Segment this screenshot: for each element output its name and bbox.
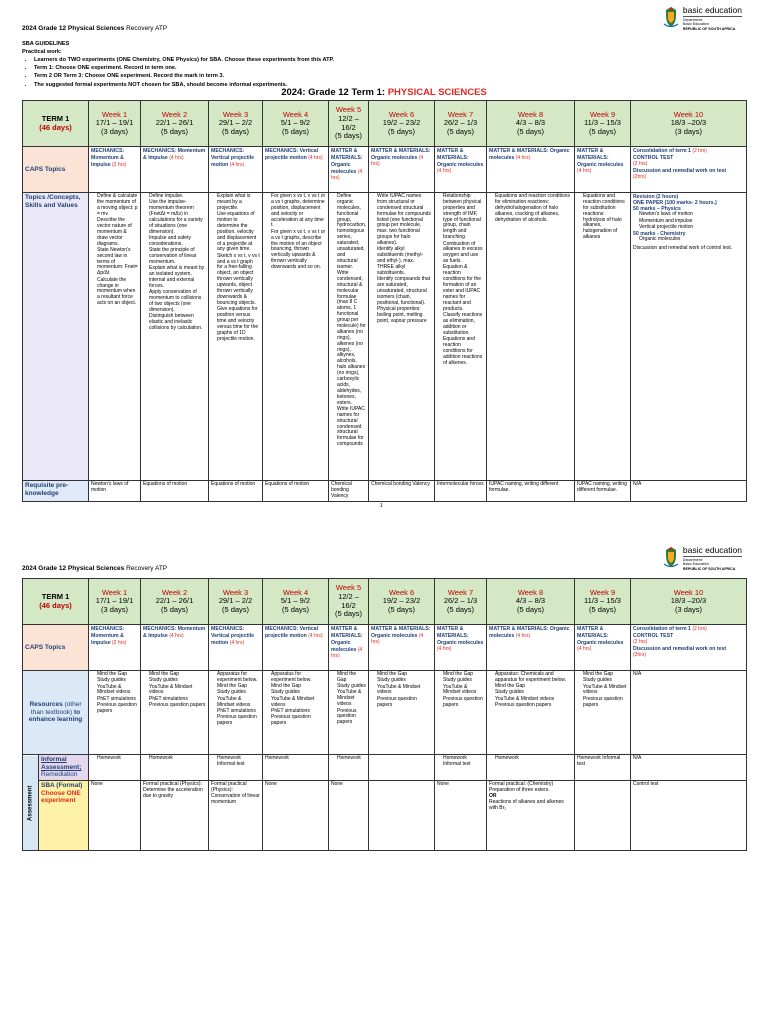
- week-cell: Week 3 29/1 – 2/2 (5 days): [209, 101, 263, 147]
- sba-item: • Term 1: Choose ONE experiment. Record in term one.: [34, 64, 582, 72]
- resources-cell: [435, 671, 487, 755]
- list-item: • Sketch x vs t, v vs t and a vs t graph for a free-falling object, an object thrown vertically upwards, object thrown vertically downwards & bouncing objects.: [217, 254, 260, 307]
- resources-row: [23, 671, 747, 755]
- list-item: • Apparatus for experiment below.: [271, 672, 326, 684]
- list-item: • Use equations of motion to determine the position, velocity and displacement of a projectile at any given time.: [217, 212, 260, 253]
- caps-cell: MATTER & MATERIALS: Organic molecules (4 hrs): [575, 147, 631, 193]
- caps-label: CAPS Topics: [23, 147, 89, 193]
- informal-row: [23, 755, 747, 781]
- requisite-row: [23, 481, 747, 502]
- list-item: • YouTube & Mindset videos: [217, 697, 260, 709]
- caps-label: CAPS Topics: [23, 625, 89, 671]
- page-2: [0, 540, 768, 1024]
- list-item: • Homework: [443, 756, 484, 762]
- topics-cell: [209, 193, 263, 481]
- list-item: • YouTube & Mindset videos: [377, 685, 432, 697]
- list-item: • Mind the Gap: [495, 684, 572, 690]
- resources-cell: [141, 671, 209, 755]
- doc-title: 2024 Grade 12 Physical Sciences Recovery ATP: [22, 565, 168, 572]
- list-item: • Homework: [97, 756, 138, 762]
- list-item: • Informal test: [443, 762, 484, 768]
- sba-formal-label: SBA (Formal) Choose ONE experiment: [39, 780, 89, 850]
- week-cell: Week 5 12/2 – 16/2 (5 days): [329, 579, 369, 625]
- list-item: • Apply conservation of momentum to collisions of two objects (one dimension).: [149, 290, 206, 314]
- resources-cell: [89, 671, 141, 755]
- week-cell: Week 3 29/1 – 2/2 (5 days): [209, 579, 263, 625]
- week-cell: Week 7 26/2 – 1/3 (5 days): [435, 579, 487, 625]
- list-item: • YouTube & Mindset videos: [443, 685, 484, 697]
- topics-cell: [263, 193, 329, 481]
- resources-cell: [329, 671, 369, 755]
- week-header-row: [23, 579, 747, 625]
- list-item: • Equations and reaction conditions for addition reactions of alkenes.: [443, 337, 484, 366]
- caps-cell: MATTER & MATERIALS: Organic molecules (4 hrs): [369, 147, 435, 193]
- requisite-cell: IUPAC naming, writing different formulae.: [575, 481, 631, 502]
- list-item: • State the principle of conservation of linear momentum.: [149, 248, 206, 266]
- informal-cell: [89, 755, 141, 781]
- week-cell: Week 1 17/1 – 19/1 (3 days): [89, 579, 141, 625]
- term-cell: TERM 1 (46 days): [23, 101, 89, 147]
- list-item: • Relationship between physical properties and strength of IMF, type of functional group, chain length and branching: [443, 194, 484, 241]
- list-item: • Write IUPAC names from structural or condensed structural formulae for compounds listed (one functional group per molecule, max. two functional groups for halo alkanes).: [377, 194, 432, 247]
- list-item: • Use the impulse-momentum theorem (FnetΔt = mΔv) in calculations for a variety of situations (one dimension).: [149, 200, 206, 235]
- formal-cell: [369, 780, 435, 850]
- list-item: • YouTube & Mindset videos: [583, 685, 628, 697]
- list-item: • Distinguish between elastic and inelastic collisions by calculation.: [149, 314, 206, 332]
- sba-item: • The suggested formal experiments NOT chosen for SBA, should become informal experiments.: [34, 81, 582, 89]
- requisite-cell: IUPAC naming, writing different formulae.: [487, 481, 575, 502]
- list-item: • Study guides: [149, 678, 206, 684]
- week-cell: Week 10 18/3 –20/3 (3 days): [631, 579, 747, 625]
- week-cell: Week 7 26/2 – 1/3 (5 days): [435, 101, 487, 147]
- caps-cell: MATTER & MATERIALS: Organic molecules (4 hrs): [487, 147, 575, 193]
- week-cell: Week 9 11/3 – 15/3 (5 days): [575, 579, 631, 625]
- requisite-cell: Intermolecular forces: [435, 481, 487, 502]
- caps-cell: MATTER & MATERIALS: Organic molecules (4 hrs): [329, 147, 369, 193]
- topics-cell: [141, 193, 209, 481]
- formal-cell-week8: Formal practical: (Chemistry) Preparation of three esters. OR Reactions of alkanes and alkenes with Br₂: [487, 780, 575, 850]
- topics-cell: [487, 193, 575, 481]
- caps-cell: MECHANICS: Momentum & Impulse (2 hrs): [89, 625, 141, 671]
- list-item: • Homework: [149, 756, 206, 762]
- week-cell: Week 10 18/3 –20/3 (3 days): [631, 101, 747, 147]
- requisite-cell: Chemical bonding Valency: [329, 481, 369, 502]
- coat-of-arms-icon: [662, 6, 680, 28]
- page-number: 1: [380, 503, 383, 509]
- informal-cell: [141, 755, 209, 781]
- formal-cell: None: [435, 780, 487, 850]
- list-item: • PhET simulations: [97, 697, 138, 703]
- caps-cell: MECHANICS: Momentum & Impulse (2 hrs): [89, 147, 141, 193]
- sba-item: • Learners do TWO experiments (ONE Chemistry, ONE Physics) for SBA. Choose these experiments from this ATP.: [34, 56, 582, 64]
- topics-cell: [89, 193, 141, 481]
- list-item: • Study guides: [271, 690, 326, 696]
- list-item: • Mind the Gap: [149, 672, 206, 678]
- formal-cell: None: [329, 780, 369, 850]
- doc-title: 2024 Grade 12 Physical Sciences Recovery ATP: [22, 25, 168, 32]
- list-item: • Momentum and impulse: [639, 219, 744, 225]
- list-item: • Previous question papers: [443, 697, 484, 709]
- list-item: • Study guides: [495, 690, 572, 696]
- topics-cell: [575, 193, 631, 481]
- requisite-label: Requisite pre-knowledge: [23, 481, 89, 502]
- list-item: • YouTube & Mindset videos: [97, 685, 138, 697]
- week-header-row: [23, 101, 747, 147]
- coat-of-arms-icon: [662, 546, 680, 568]
- list-item: • Give equations for position versus time and velocity versus time for the graphs of 1D projectile motion.: [217, 307, 260, 342]
- caps-cell: MATTER & MATERIALS: Organic molecules (4 hrs): [435, 625, 487, 671]
- list-item: • Previous question papers: [495, 703, 572, 709]
- list-item: • Mind the Gap: [443, 672, 484, 678]
- week-cell: Week 8 4/3 – 8/3 (5 days): [487, 101, 575, 147]
- dbe-logo: basic education Department: Basic Education REPUBLIC OF SOUTH AFRICA: [662, 546, 742, 571]
- requisite-cell: Newton's laws of motion: [89, 481, 141, 502]
- week-cell: Week 6 19/2 – 23/2 (5 days): [369, 101, 435, 147]
- list-item: • Previous question papers: [337, 709, 366, 727]
- list-item: • Study guides: [377, 678, 432, 684]
- caps-row: [23, 147, 747, 193]
- list-item: • Impulse and safety considerations.: [149, 236, 206, 248]
- caps-cell: MECHANICS: Momentum & Impulse (4 hrs): [141, 147, 209, 193]
- list-item: • For given x vs t, v vs t or a vs t graphs, describe the motion of an object bouncing, thrown vertically upwards & thrown vertically downwards and so on.: [271, 230, 326, 271]
- list-item: • Previous question papers: [271, 715, 326, 727]
- list-item: • Classify reactions as elimination, addition or substitution.: [443, 313, 484, 337]
- list-item: • Mind the Gap: [337, 672, 366, 684]
- resources-cell: [575, 671, 631, 755]
- week-cell: Week 9 11/3 – 15/3 (5 days): [575, 101, 631, 147]
- list-item: • Apparatus for experiment below.: [217, 672, 260, 684]
- formal-cell: Formal practical (Physics): Determine the acceleration due to gravity: [141, 780, 209, 850]
- list-item: • PhET simulations: [271, 709, 326, 715]
- list-item: • Define organic molecules, functional group, hydrocarbon, homologous series, saturated, unsaturated, and structural isomer.: [337, 194, 366, 271]
- sba-item: • Term 2 OR Term 3: Choose ONE experiment. Record the mark in term 3.: [34, 72, 582, 80]
- resources-cell: [209, 671, 263, 755]
- informal-label: Informal Assessment; Remediation: [39, 755, 89, 781]
- list-item: • Identify alkyl substituents (methyl- and ethyl-), max. THREE alkyl substituents.: [377, 247, 432, 276]
- week-cell: Week 4 5/1 – 9/2 (5 days): [263, 579, 329, 625]
- list-item: • Homework: [495, 756, 572, 762]
- topics-cell: [329, 193, 369, 481]
- caps-cell: MATTER & MATERIALS: Organic molecules (4 hrs): [435, 147, 487, 193]
- list-item: • YouTube & Mindset videos: [337, 690, 366, 708]
- list-item: [377, 756, 432, 762]
- atp-table-1: [22, 100, 747, 502]
- term-cell: TERM 1 (46 days): [23, 579, 89, 625]
- list-item: • Organic molecules: [639, 237, 744, 243]
- caps-cell: MATTER & MATERIALS: Organic molecules (4 hrs): [487, 625, 575, 671]
- requisite-cell: Equations of motion: [263, 481, 329, 502]
- list-item: • Informal test: [217, 762, 260, 768]
- formal-cell: None: [89, 780, 141, 850]
- formal-cell: Formal practical (Physics): Conservation of linear momentum: [209, 780, 263, 850]
- requisite-cell: Equations of motion: [141, 481, 209, 502]
- week-cell: Week 1 17/1 – 19/1 (3 days): [89, 101, 141, 147]
- informal-cell: [435, 755, 487, 781]
- caps-row: [23, 625, 747, 671]
- week-cell: Week 5 12/2 – 16/2 (5 days): [329, 101, 369, 147]
- requisite-cell: N/A: [631, 481, 747, 502]
- list-item: • For given x vs t, v vs t or a vs t graphs, determine position, displacement and velocity or acceleration at any time t.: [271, 194, 326, 229]
- caps-cell: Consolidation of term 1 (2 hrs) CONTROL TEST (2 hrs) Discussion and remedial work on test (2hrs): [631, 625, 747, 671]
- list-item: • Apparatus: Chemicals and apparatus for experiment below.: [495, 672, 572, 684]
- list-item: • Study guides: [97, 678, 138, 684]
- requisite-cell: Chemical bonding Valency: [369, 481, 435, 502]
- list-item: • Previous question papers: [149, 703, 206, 709]
- informal-cell: Homework: [263, 755, 329, 781]
- resources-label: Resources (other than textbook) to enhance learning: [23, 671, 89, 755]
- topics-label: Topics /Concepts, Skills and Values: [23, 193, 89, 481]
- atp-table-2: [22, 578, 747, 851]
- informal-cell: [329, 755, 369, 781]
- list-item: • Study guides: [583, 678, 628, 684]
- week-cell: Week 4 5/1 – 9/2 (5 days): [263, 101, 329, 147]
- week-cell: Week 8 4/3 – 8/3 (5 days): [487, 579, 575, 625]
- caps-cell: Consolidation of term 1 (2 hrs) CONTROL TEST (2 hrs) Discussion and remedial work on test (2hrs): [631, 147, 747, 193]
- caps-cell: MECHANICS: Vertical projectile motion (4 hrs): [209, 147, 263, 193]
- list-item: • PhET simulations: [149, 697, 206, 703]
- list-item: • Mind the Gap: [583, 672, 628, 678]
- informal-cell: [369, 755, 435, 781]
- list-item: • PhET simulations: [217, 709, 260, 715]
- formal-cell: Control test: [631, 780, 747, 850]
- resources-cell: [263, 671, 329, 755]
- list-item: • Combustion of alkanes in excess oxygen and use as fuels.: [443, 242, 484, 266]
- informal-cell: Homework Informal test: [575, 755, 631, 781]
- list-item: • Physical properties: boiling point, melting point, vapour pressure: [377, 307, 432, 325]
- list-item: • Mind the Gap: [271, 684, 326, 690]
- caps-cell: MATTER & MATERIALS: Organic molecules (4 hrs): [329, 625, 369, 671]
- list-item: • Equation & reaction conditions for the formation of an ester and IUPAC names for reactant and products.: [443, 265, 484, 312]
- list-item: • Previous question papers: [583, 697, 628, 709]
- resources-cell: [487, 671, 575, 755]
- list-item: • Newton's laws of motion: [639, 212, 744, 218]
- list-item: • Homework: [337, 756, 366, 762]
- list-item: • State Newton's second law in terms of momentum: Fnet= Δp/Δt: [97, 248, 138, 277]
- resources-cell: N/A: [631, 671, 747, 755]
- list-item: • Explain what is meant by an isolated system, internal and external forces.: [149, 266, 206, 290]
- caps-cell: MATTER & MATERIALS: Organic molecules (4 hrs): [369, 625, 435, 671]
- list-item: • Mind the Gap: [217, 684, 260, 690]
- list-item: • YouTube & Mindset videos: [149, 685, 206, 697]
- dbe-logo: basic education Department: Basic Education REPUBLIC OF SOUTH AFRICA: [662, 6, 742, 31]
- list-item: • Mind the Gap: [97, 672, 138, 678]
- caps-cell: MECHANICS: Vertical projectile motion (4 hrs): [263, 147, 329, 193]
- list-item: • Describe the vector nature of momentum & draw vector diagrams.: [97, 218, 138, 247]
- week-cell: Week 2 22/1 – 26/1 (5 days): [141, 579, 209, 625]
- requisite-cell: Equations of motion: [209, 481, 263, 502]
- week-cell: Week 6 19/2 – 23/2 (5 days): [369, 579, 435, 625]
- list-item: • YouTube & Mindset videos: [495, 697, 572, 703]
- list-item: • Homework: [217, 756, 260, 762]
- informal-cell: [209, 755, 263, 781]
- list-item: • Define & calculate the momentum of a moving object: p = mv: [97, 194, 138, 218]
- topics-cell: [435, 193, 487, 481]
- list-item: • YouTube & Mindset videos: [271, 697, 326, 709]
- list-item: • Study guides: [443, 678, 484, 684]
- list-item: • Previous question papers: [377, 697, 432, 709]
- list-item: • Equations and reaction conditions for substitution reactions: hydrolysis of halo alkanes, halogenation of alkanes: [583, 194, 628, 241]
- list-item: • Study guides: [337, 684, 366, 690]
- formal-cell: [575, 780, 631, 850]
- formal-row: [23, 780, 747, 850]
- list-item: • Mind the Gap: [377, 672, 432, 678]
- list-item: • Identify compounds that are saturated, unsaturated, structural isomers (chain, positional, functional).: [377, 277, 432, 306]
- assessment-label: Assessment: [23, 755, 39, 851]
- list-item: • Calculate the change in momentum when a resultant force acts on an object.: [97, 278, 138, 307]
- caps-cell: MECHANICS: Vertical projectile motion (4 hrs): [263, 625, 329, 671]
- caps-cell: MECHANICS: Vertical projectile motion (4 hrs): [209, 625, 263, 671]
- formal-cell: None: [263, 780, 329, 850]
- resources-cell: [369, 671, 435, 755]
- caps-cell: MECHANICS: Momentum & Impulse (4 hrs): [141, 625, 209, 671]
- list-item: • Vertical projectile motion: [639, 225, 744, 231]
- atp-title: 2024: Grade 12 Term 1: PHYSICAL SCIENCES: [281, 87, 487, 98]
- topics-cell-week10: Revision (2 hours) ONE PAPER (100 marks- 2 hours.) 50 marks – Physics • Newton's laws of motion • Momentum and impulse • Vertical projectile motion 50 marks - Chemistry • Organic molecules Discussion and remedial work of control test.: [631, 193, 747, 481]
- list-item: • Write condensed, structural & molecular formulae (max 8 C atoms, 1 functional group per molecule) for alkanes (no rings), alkenes (no rings), alkynes, alcohols, halo alkanes (no rings), carboxylic acids, aldehydes, ketones, esters.: [337, 271, 366, 406]
- topics-row: [23, 193, 747, 481]
- informal-cell: [487, 755, 575, 781]
- caps-cell: MATTER & MATERIALS: Organic molecules (4 hrs): [575, 625, 631, 671]
- week-cell: Week 2 22/1 – 26/1 (5 days): [141, 101, 209, 147]
- list-item: • Study guides: [217, 690, 260, 696]
- list-item: • Equations and reaction conditions for elimination reactions: dehydrohalogenation of halo alkanes, cracking of alkanes, dehydration of alcohols.: [495, 194, 572, 223]
- informal-cell: N/A: [631, 755, 747, 781]
- list-item: • Previous question papers: [97, 703, 138, 715]
- list-item: • Write IUPAC names for structural condensed structural formulae for compounds: [337, 407, 366, 448]
- list-item: • Previous question papers: [217, 715, 260, 727]
- list-item: • Explain what is meant by a projectile.: [217, 194, 260, 212]
- topics-cell: [369, 193, 435, 481]
- list-item: • Define impulse.: [149, 194, 206, 200]
- sba-guidelines: SBA GUIDELINES Practical work: • Learners do TWO experiments (ONE Chemistry, ONE Physics) for SBA. Choose these experiments from this ATP. • Term 1: Choose ONE experiment. Record in term one. • Term 2 OR Term 3: Choose ONE experiment. Record the mark in term 3. • The suggested formal experiments NOT chosen for SBA, should become informal experiments.: [22, 40, 582, 89]
